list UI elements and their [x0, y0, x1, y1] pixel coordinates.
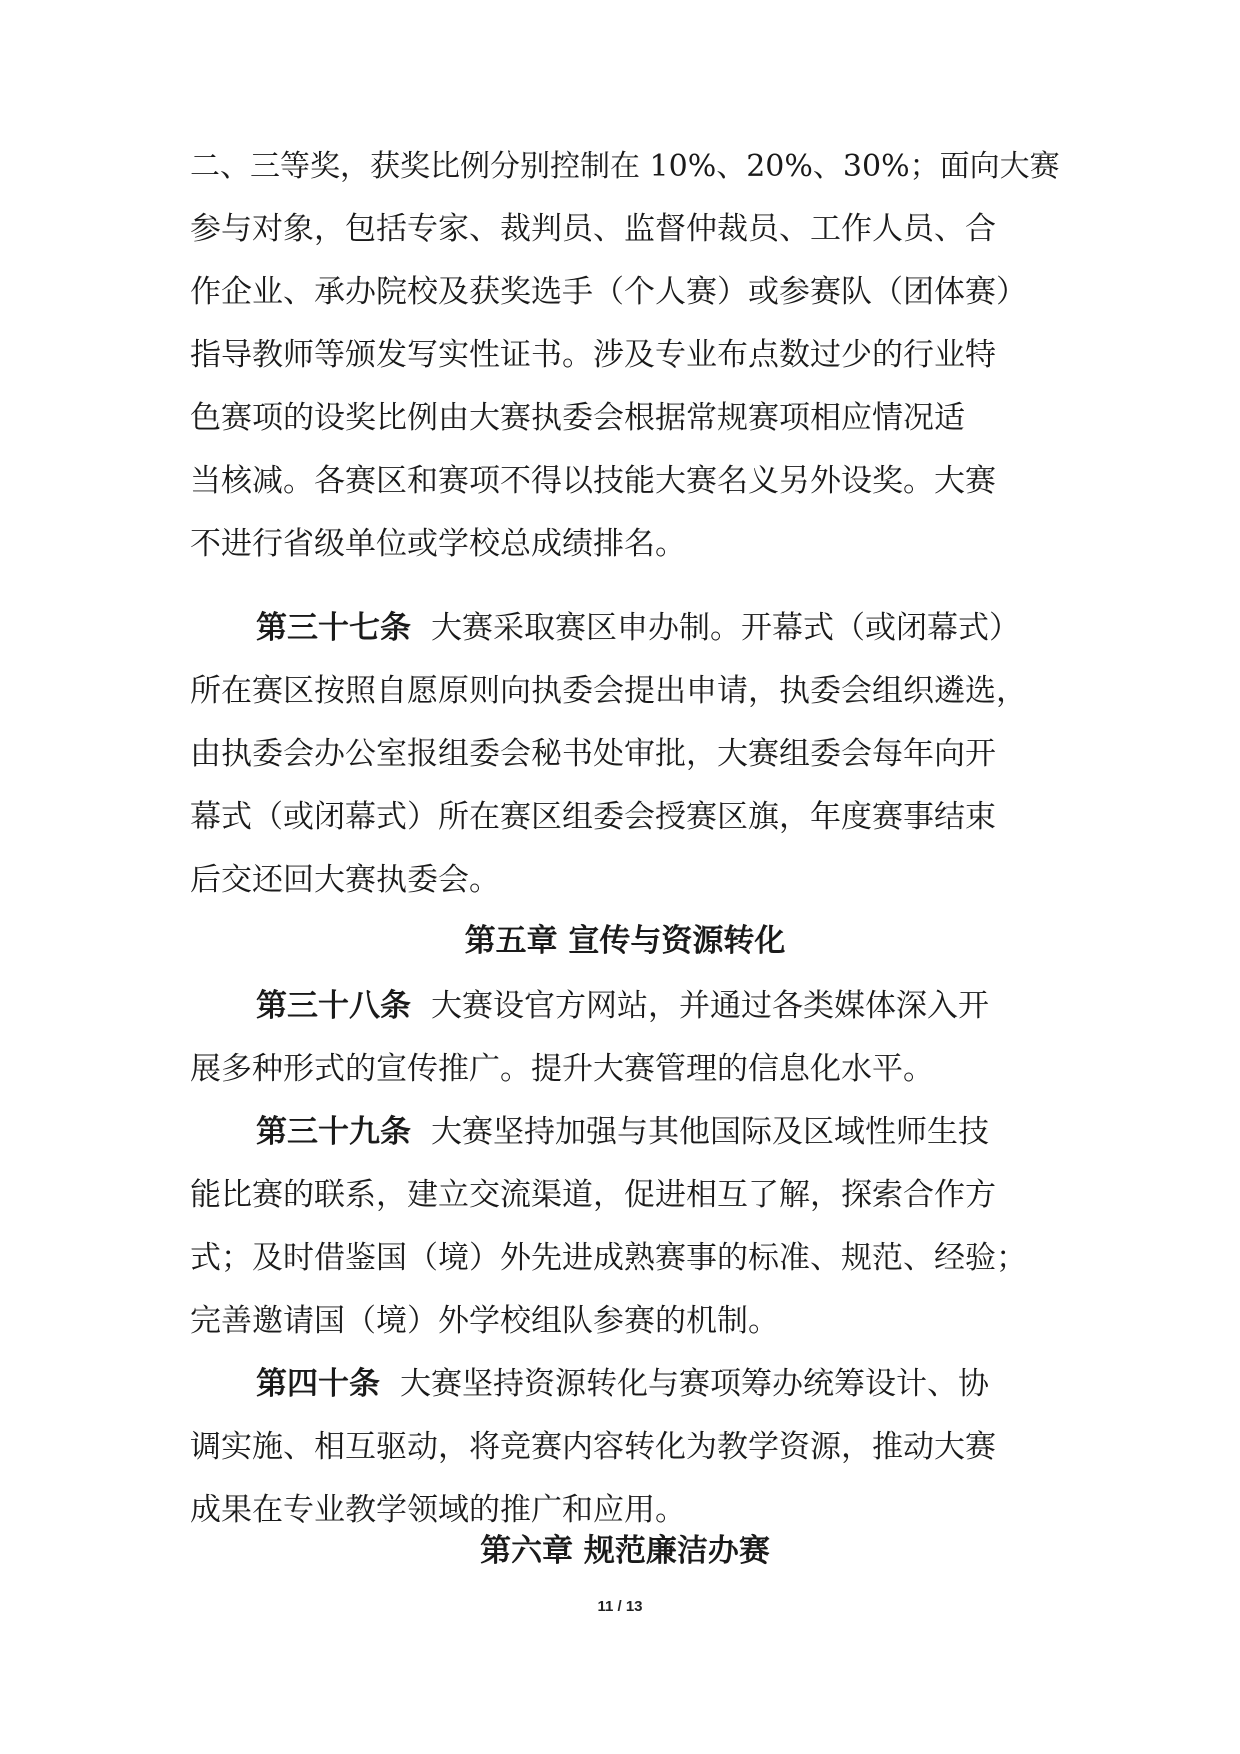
article-first-line — [190, 597, 1060, 660]
article-heading: 第三十九条 — [256, 1114, 411, 1150]
text-line: 不进行省级单位或学校总成绩排名。 — [190, 526, 686, 562]
article-first-line — [190, 1101, 1060, 1164]
article-text: 大赛采取赛区申办制。开幕式（或闭幕式） — [431, 610, 1020, 646]
article-text: 大赛设官方网站，并通过各类媒体深入开 — [431, 988, 989, 1024]
article-40 — [190, 1353, 1060, 1542]
article-first-line — [190, 1353, 1060, 1416]
article-first-line — [190, 975, 1060, 1038]
text-line: 展多种形式的宣传推广。提升大赛管理的信息化水平。 — [190, 1051, 934, 1087]
chapter-heading-6: 第六章 规范廉洁办赛 — [480, 1533, 770, 1569]
text-line: 由执委会办公室报组委会秘书处审批，大赛组委会每年向开 — [190, 736, 996, 772]
text-line: 色赛项的设奖比例由大赛执委会根据常规赛项相应情况适 — [190, 400, 965, 436]
text-line: 调实施、相互驱动，将竞赛内容转化为教学资源，推动大赛 — [190, 1429, 996, 1465]
text-line: 能比赛的联系，建立交流渠道，促进相互了解，探索合作方 — [190, 1177, 996, 1213]
text-line: 所在赛区按照自愿原则向执委会提出申请，执委会组织遴选， — [190, 673, 1027, 709]
text-line: 成果在专业教学领域的推广和应用。 — [190, 1492, 686, 1528]
text-line: 二、三等奖，获奖比例分别控制在 10%、20%、30%；面向大赛 — [190, 149, 1060, 184]
text-line: 指导教师等颁发写实性证书。涉及专业布点数过少的行业特 — [190, 337, 996, 373]
text-line: 幕式（或闭幕式）所在赛区组委会授赛区旗，年度赛事结束 — [190, 799, 996, 835]
text-line: 当核减。各赛区和赛项不得以技能大赛名义另外设奖。大赛 — [190, 463, 996, 499]
text-line: 式；及时借鉴国（境）外先进成熟赛事的标准、规范、经验； — [190, 1240, 1027, 1276]
text-line: 完善邀请国（境）外学校组队参赛的机制。 — [190, 1303, 779, 1339]
article-37 — [190, 597, 1060, 912]
article-heading: 第三十八条 — [256, 988, 411, 1024]
chapter-heading-5: 第五章 宣传与资源转化 — [464, 923, 786, 959]
text-line: 参与对象，包括专家、裁判员、监督仲裁员、工作人员、合 — [190, 211, 996, 247]
page-number: 11 / 13 — [597, 1598, 643, 1615]
article-text: 大赛坚持加强与其他国际及区域性师生技 — [431, 1114, 989, 1150]
article-38 — [190, 975, 1060, 1101]
article-heading: 第三十七条 — [256, 610, 411, 646]
article-text: 大赛坚持资源转化与赛项筹办统筹设计、协 — [400, 1366, 989, 1402]
text-line: 后交还回大赛执委会。 — [190, 862, 500, 898]
paragraph-award-rules — [190, 135, 1060, 576]
article-39 — [190, 1101, 1060, 1353]
text-line: 作企业、承办院校及获奖选手（个人赛）或参赛队（团体赛） — [190, 274, 1027, 310]
article-heading: 第四十条 — [256, 1366, 380, 1402]
